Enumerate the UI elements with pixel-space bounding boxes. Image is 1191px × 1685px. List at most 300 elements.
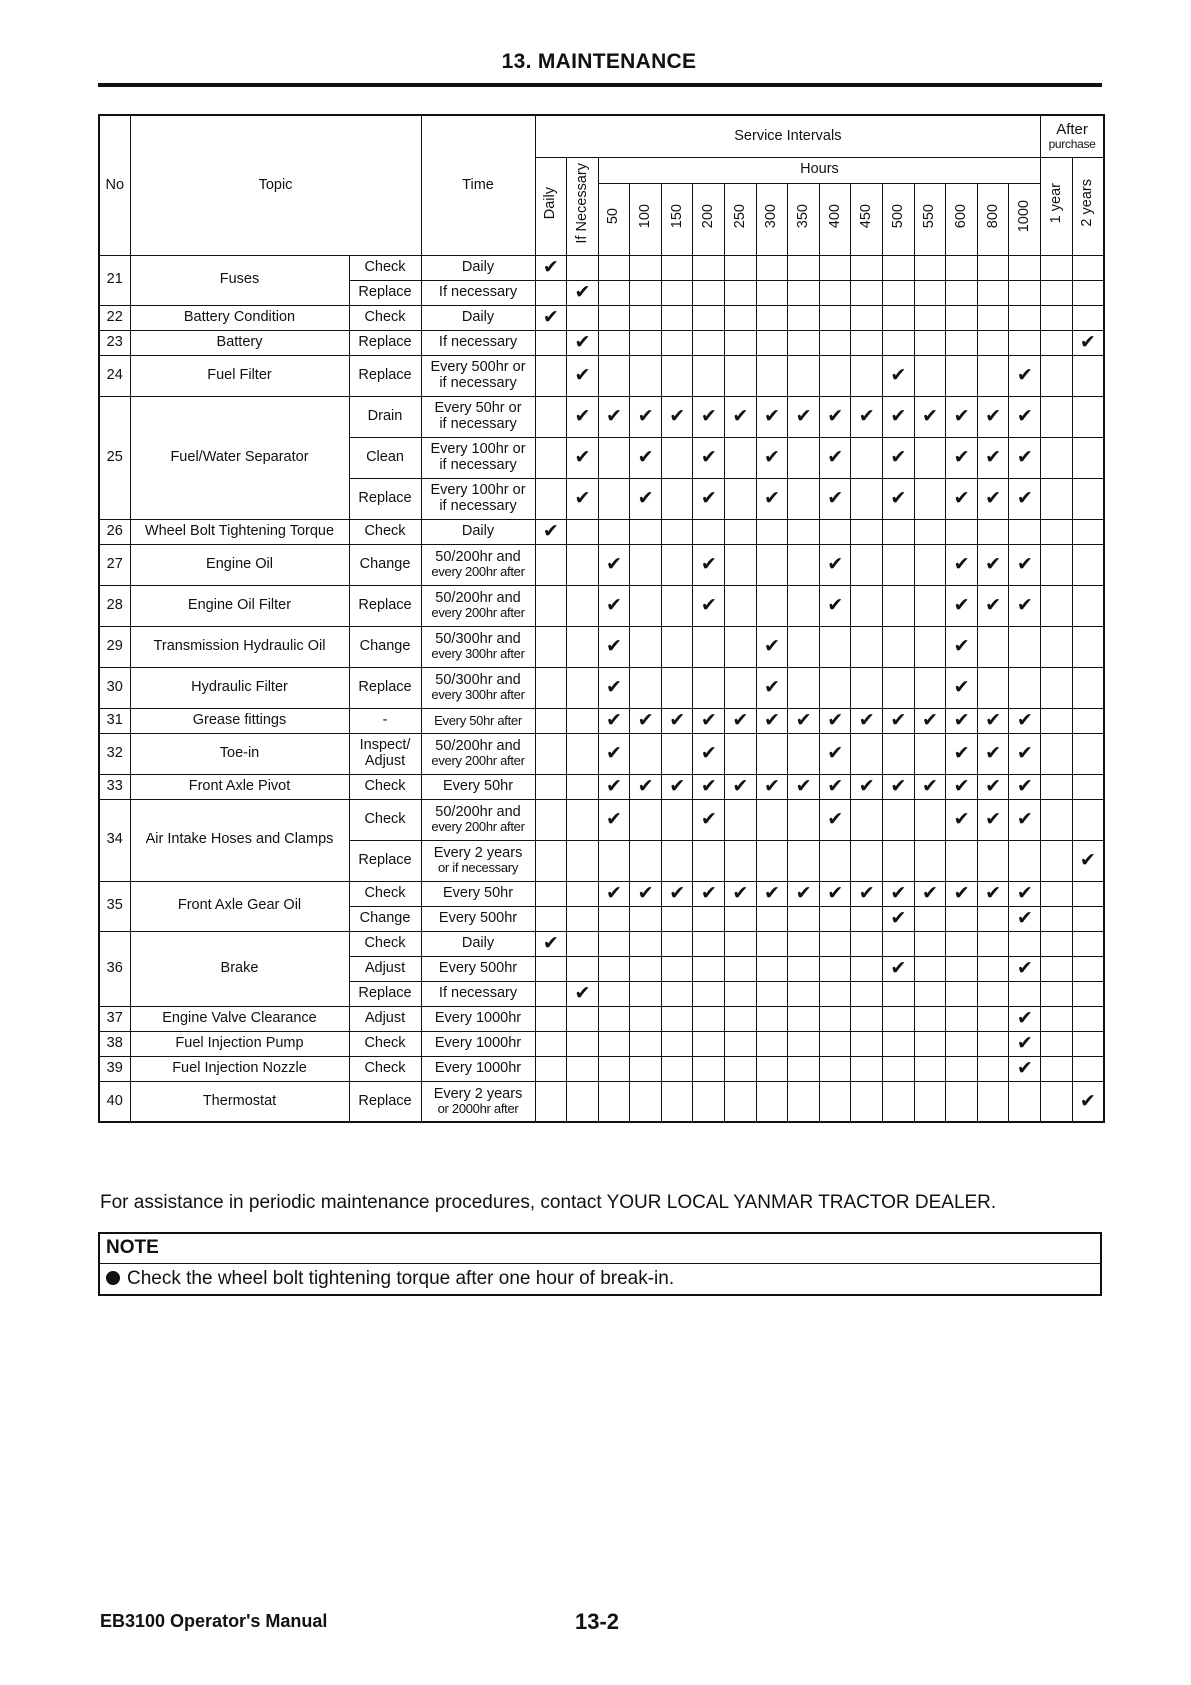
interval-cell [567, 1056, 599, 1081]
interval-cell [1072, 1081, 1104, 1122]
interval-cell [851, 840, 883, 881]
interval-cell [630, 1056, 662, 1081]
interval-cell [1009, 330, 1041, 355]
check-mark-icon: ✔ [953, 742, 970, 764]
item-topic: Thermostat [130, 1081, 349, 1122]
item-action: Drain [349, 396, 421, 437]
item-time [421, 585, 535, 626]
interval-cell [630, 437, 662, 478]
check-mark-icon: ✔ [985, 808, 1002, 830]
interval-cell [788, 330, 820, 355]
interval-cell [851, 733, 883, 774]
check-mark-icon: ✔ [795, 775, 812, 797]
interval-cell [946, 1031, 978, 1056]
table-row [99, 799, 1104, 840]
item-time-line: if necessary [439, 456, 517, 473]
check-mark-icon: ✔ [827, 487, 844, 509]
interval-cell [851, 906, 883, 931]
interval-cell [914, 1056, 946, 1081]
check-mark-icon: ✔ [574, 364, 591, 386]
interval-cell [851, 667, 883, 708]
interval-cell [788, 708, 820, 733]
interval-cell [725, 626, 757, 667]
interval-cell [756, 956, 788, 981]
interval-cell [725, 881, 757, 906]
interval-cell [1009, 544, 1041, 585]
header-daily [535, 157, 567, 255]
interval-cell [851, 544, 883, 585]
interval-cell [725, 544, 757, 585]
interval-cell [883, 437, 915, 478]
interval-cell [535, 585, 567, 626]
interval-cell [977, 906, 1009, 931]
item-time [421, 437, 535, 478]
interval-cell [661, 1006, 693, 1031]
interval-cell [756, 355, 788, 396]
interval-cell [1041, 981, 1073, 1006]
header-2-years [1072, 157, 1104, 255]
header-after: After [1056, 121, 1088, 139]
interval-cell [630, 708, 662, 733]
interval-cell [977, 667, 1009, 708]
check-mark-icon: ✔ [637, 882, 654, 904]
header-if-necessary [567, 157, 599, 255]
interval-cell [1009, 355, 1041, 396]
header-after-purchase [1041, 115, 1104, 157]
table-row [99, 667, 1104, 708]
check-mark-icon: ✔ [953, 775, 970, 797]
interval-cell [1009, 1081, 1041, 1122]
interval-cell [661, 774, 693, 799]
header-hour-label: 400 [826, 203, 843, 228]
check-mark-icon: ✔ [669, 709, 686, 731]
interval-cell [819, 956, 851, 981]
interval-cell [1041, 799, 1073, 840]
interval-cell [661, 1081, 693, 1122]
title-rule [98, 83, 1102, 87]
check-mark-icon: ✔ [1016, 957, 1033, 979]
check-mark-icon: ✔ [985, 446, 1002, 468]
check-mark-icon: ✔ [985, 882, 1002, 904]
interval-cell [661, 626, 693, 667]
interval-cell [851, 1006, 883, 1031]
interval-cell [661, 478, 693, 519]
interval-cell [851, 478, 883, 519]
interval-cell [598, 1006, 630, 1031]
header-1-year [1041, 157, 1073, 255]
item-time-line: 50/200hr and [435, 549, 521, 566]
interval-cell [851, 585, 883, 626]
interval-cell [661, 906, 693, 931]
interval-cell [535, 396, 567, 437]
interval-cell [1072, 1031, 1104, 1056]
interval-cell [567, 931, 599, 956]
interval-cell [693, 330, 725, 355]
check-mark-icon: ✔ [890, 775, 907, 797]
interval-cell [946, 733, 978, 774]
header-hour-label: 800 [984, 203, 1001, 228]
interval-cell [819, 544, 851, 585]
item-time [421, 1031, 535, 1056]
item-time [421, 330, 535, 355]
interval-cell [819, 478, 851, 519]
header-time: Time [421, 115, 535, 255]
item-topic: Toe-in [130, 733, 349, 774]
item-time-line: Every 2 years [433, 845, 523, 862]
check-mark-icon: ✔ [764, 775, 780, 797]
item-number: 36 [99, 931, 130, 1006]
interval-cell [567, 799, 599, 840]
interval-cell [946, 305, 978, 330]
interval-cell [756, 708, 788, 733]
interval-cell [693, 478, 725, 519]
interval-cell [598, 255, 630, 280]
interval-cell [756, 840, 788, 881]
interval-cell [535, 733, 567, 774]
interval-cell [946, 931, 978, 956]
interval-cell [693, 708, 725, 733]
check-mark-icon: ✔ [637, 446, 654, 468]
item-topic: Engine Oil [130, 544, 349, 585]
header-hour-label: 350 [794, 203, 811, 228]
interval-cell [1072, 774, 1104, 799]
interval-cell [851, 1056, 883, 1081]
interval-cell [883, 626, 915, 667]
interval-cell [535, 1081, 567, 1122]
check-mark-icon: ✔ [858, 775, 875, 797]
header-hour-600 [946, 183, 978, 255]
interval-cell [598, 355, 630, 396]
check-mark-icon: ✔ [953, 446, 970, 468]
interval-cell [819, 799, 851, 840]
interval-cell [1072, 396, 1104, 437]
interval-cell [851, 305, 883, 330]
item-topic: Fuses [130, 255, 349, 305]
interval-cell [1041, 519, 1073, 544]
interval-cell [914, 956, 946, 981]
interval-cell [819, 774, 851, 799]
table-row [99, 519, 1104, 544]
header-hour-400 [819, 183, 851, 255]
interval-cell [1041, 906, 1073, 931]
item-number: 35 [99, 881, 130, 931]
interval-cell [693, 840, 725, 881]
interval-cell [1041, 1031, 1073, 1056]
interval-cell [756, 981, 788, 1006]
check-mark-icon: ✔ [858, 405, 875, 427]
interval-cell [598, 478, 630, 519]
item-number: 40 [99, 1081, 130, 1122]
check-mark-icon: ✔ [890, 882, 907, 904]
check-mark-icon: ✔ [953, 405, 970, 427]
item-time [421, 626, 535, 667]
interval-cell [661, 667, 693, 708]
interval-cell [977, 305, 1009, 330]
interval-cell [756, 906, 788, 931]
interval-cell [693, 1081, 725, 1122]
interval-cell [535, 708, 567, 733]
interval-cell [630, 774, 662, 799]
interval-cell [598, 585, 630, 626]
interval-cell [819, 667, 851, 708]
header-hour-150 [661, 183, 693, 255]
interval-cell [883, 585, 915, 626]
interval-cell [535, 906, 567, 931]
item-time [421, 799, 535, 840]
check-mark-icon: ✔ [1079, 331, 1096, 353]
interval-cell [1041, 733, 1073, 774]
interval-cell [567, 280, 599, 305]
check-mark-icon: ✔ [827, 882, 844, 904]
interval-cell [914, 1031, 946, 1056]
interval-cell [788, 585, 820, 626]
check-mark-icon: ✔ [764, 635, 780, 657]
item-time-line: Every 1000hr [434, 1059, 522, 1076]
interval-cell [914, 437, 946, 478]
interval-cell [661, 799, 693, 840]
item-action: Check [349, 305, 421, 330]
interval-cell [1072, 585, 1104, 626]
interval-cell [661, 1031, 693, 1056]
item-action: Adjust [349, 1006, 421, 1031]
interval-cell [567, 330, 599, 355]
interval-cell [1009, 881, 1041, 906]
interval-cell [1041, 355, 1073, 396]
interval-cell [1009, 305, 1041, 330]
item-time-line: Every 100hr or [430, 482, 526, 499]
header-service-intervals: Service Intervals [535, 115, 1041, 157]
item-time [421, 708, 535, 733]
header-1-year-label: 1 year [1047, 182, 1064, 224]
header-hour-300 [756, 183, 788, 255]
interval-cell [946, 1081, 978, 1122]
interval-cell [535, 544, 567, 585]
bullet-icon [106, 1271, 120, 1285]
interval-cell [819, 1031, 851, 1056]
item-time [421, 667, 535, 708]
item-action: Check [349, 1056, 421, 1081]
interval-cell [788, 437, 820, 478]
item-action: Change [349, 906, 421, 931]
interval-cell [535, 1056, 567, 1081]
item-number: 39 [99, 1056, 130, 1081]
interval-cell [788, 1056, 820, 1081]
check-mark-icon: ✔ [542, 256, 559, 278]
header-hour-1000 [1009, 183, 1041, 255]
interval-cell [661, 544, 693, 585]
item-number: 31 [99, 708, 130, 733]
interval-cell [598, 708, 630, 733]
interval-cell [1041, 626, 1073, 667]
header-hour-label: 300 [763, 203, 780, 228]
interval-cell [946, 708, 978, 733]
interval-cell [1009, 478, 1041, 519]
item-action: Check [349, 1031, 421, 1056]
interval-cell [851, 519, 883, 544]
check-mark-icon: ✔ [1016, 808, 1033, 830]
interval-cell [1072, 1006, 1104, 1031]
interval-cell [1041, 280, 1073, 305]
interval-cell [567, 981, 599, 1006]
check-mark-icon: ✔ [827, 553, 844, 575]
interval-cell [661, 981, 693, 1006]
interval-cell [946, 774, 978, 799]
check-mark-icon: ✔ [606, 553, 622, 575]
table-row [99, 881, 1104, 906]
interval-cell [788, 840, 820, 881]
header-hour-50 [598, 183, 630, 255]
interval-cell [977, 437, 1009, 478]
check-mark-icon: ✔ [606, 676, 622, 698]
header-hour-500 [883, 183, 915, 255]
interval-cell [946, 799, 978, 840]
interval-cell [788, 1006, 820, 1031]
interval-cell [598, 733, 630, 774]
interval-cell [1072, 305, 1104, 330]
interval-cell [756, 478, 788, 519]
interval-cell [1072, 708, 1104, 733]
item-topic: Battery [130, 330, 349, 355]
interval-cell [630, 626, 662, 667]
check-mark-icon: ✔ [732, 882, 749, 904]
interval-cell [535, 1006, 567, 1031]
interval-cell [630, 667, 662, 708]
interval-cell [725, 799, 757, 840]
check-mark-icon: ✔ [1016, 907, 1033, 929]
item-time-line: 50/200hr and [435, 738, 521, 755]
interval-cell [914, 1006, 946, 1031]
check-mark-icon: ✔ [574, 982, 591, 1004]
interval-cell [756, 881, 788, 906]
interval-cell [661, 585, 693, 626]
item-action: Replace [349, 330, 421, 355]
check-mark-icon: ✔ [858, 882, 875, 904]
interval-cell [693, 1056, 725, 1081]
interval-cell [946, 585, 978, 626]
interval-cell [630, 931, 662, 956]
interval-cell [1072, 733, 1104, 774]
check-mark-icon: ✔ [1016, 446, 1033, 468]
check-mark-icon: ✔ [1079, 1090, 1096, 1112]
interval-cell [914, 708, 946, 733]
check-mark-icon: ✔ [542, 306, 559, 328]
interval-cell [1072, 626, 1104, 667]
check-mark-icon: ✔ [574, 331, 591, 353]
interval-cell [819, 305, 851, 330]
interval-cell [914, 280, 946, 305]
interval-cell [977, 1031, 1009, 1056]
item-topic: Grease fittings [130, 708, 349, 733]
check-mark-icon: ✔ [953, 882, 970, 904]
interval-cell [1072, 1056, 1104, 1081]
interval-cell [1041, 330, 1073, 355]
interval-cell [914, 881, 946, 906]
header-hour-200 [693, 183, 725, 255]
interval-cell [630, 981, 662, 1006]
interval-cell [1072, 881, 1104, 906]
check-mark-icon: ✔ [985, 487, 1002, 509]
interval-cell [788, 478, 820, 519]
interval-cell [661, 437, 693, 478]
interval-cell [567, 667, 599, 708]
interval-cell [630, 733, 662, 774]
interval-cell [756, 437, 788, 478]
interval-cell [661, 255, 693, 280]
interval-cell [819, 330, 851, 355]
interval-cell [788, 799, 820, 840]
item-time-line: every 200hr after [431, 819, 525, 835]
interval-cell [914, 626, 946, 667]
assistance-text: For assistance in periodic maintenance procedures, contact YOUR LOCAL YANMAR TRACTOR DEALER. [100, 1192, 997, 1213]
item-time-line: or if necessary [437, 860, 519, 876]
item-time-line: Daily [461, 308, 495, 325]
item-topic: Fuel/Water Separator [130, 396, 349, 519]
interval-cell [883, 840, 915, 881]
interval-cell [598, 544, 630, 585]
check-mark-icon: ✔ [764, 487, 780, 509]
interval-cell [567, 708, 599, 733]
header-hour-label: 150 [668, 203, 685, 228]
interval-cell [851, 1081, 883, 1122]
interval-cell [914, 981, 946, 1006]
interval-cell [725, 1081, 757, 1122]
interval-cell [756, 1031, 788, 1056]
item-action: Replace [349, 981, 421, 1006]
header-hour-450 [851, 183, 883, 255]
interval-cell [914, 1081, 946, 1122]
interval-cell [630, 906, 662, 931]
interval-cell [661, 1056, 693, 1081]
interval-cell [946, 1006, 978, 1031]
interval-cell [535, 478, 567, 519]
interval-cell [630, 1081, 662, 1122]
interval-cell [883, 396, 915, 437]
interval-cell [598, 881, 630, 906]
interval-cell [535, 840, 567, 881]
interval-cell [914, 305, 946, 330]
table-row [99, 626, 1104, 667]
interval-cell [851, 280, 883, 305]
interval-cell [819, 1056, 851, 1081]
interval-cell [661, 330, 693, 355]
note-heading: NOTE [100, 1234, 1100, 1264]
interval-cell [1041, 774, 1073, 799]
interval-cell [725, 280, 757, 305]
interval-cell [977, 396, 1009, 437]
interval-cell [851, 956, 883, 981]
interval-cell [661, 519, 693, 544]
item-time-line: If necessary [438, 283, 518, 300]
interval-cell [1009, 931, 1041, 956]
check-mark-icon: ✔ [985, 553, 1002, 575]
header-hour-label: 1000 [1016, 199, 1033, 233]
interval-cell [535, 626, 567, 667]
check-mark-icon: ✔ [764, 676, 780, 698]
interval-cell [598, 305, 630, 330]
interval-cell [1072, 544, 1104, 585]
check-mark-icon: ✔ [669, 882, 686, 904]
interval-cell [1009, 519, 1041, 544]
interval-cell [851, 355, 883, 396]
check-mark-icon: ✔ [606, 775, 622, 797]
interval-cell [1072, 956, 1104, 981]
interval-cell [883, 1056, 915, 1081]
interval-cell [1009, 733, 1041, 774]
interval-cell [535, 255, 567, 280]
interval-cell [914, 774, 946, 799]
item-action: Check [349, 519, 421, 544]
interval-cell [1009, 585, 1041, 626]
